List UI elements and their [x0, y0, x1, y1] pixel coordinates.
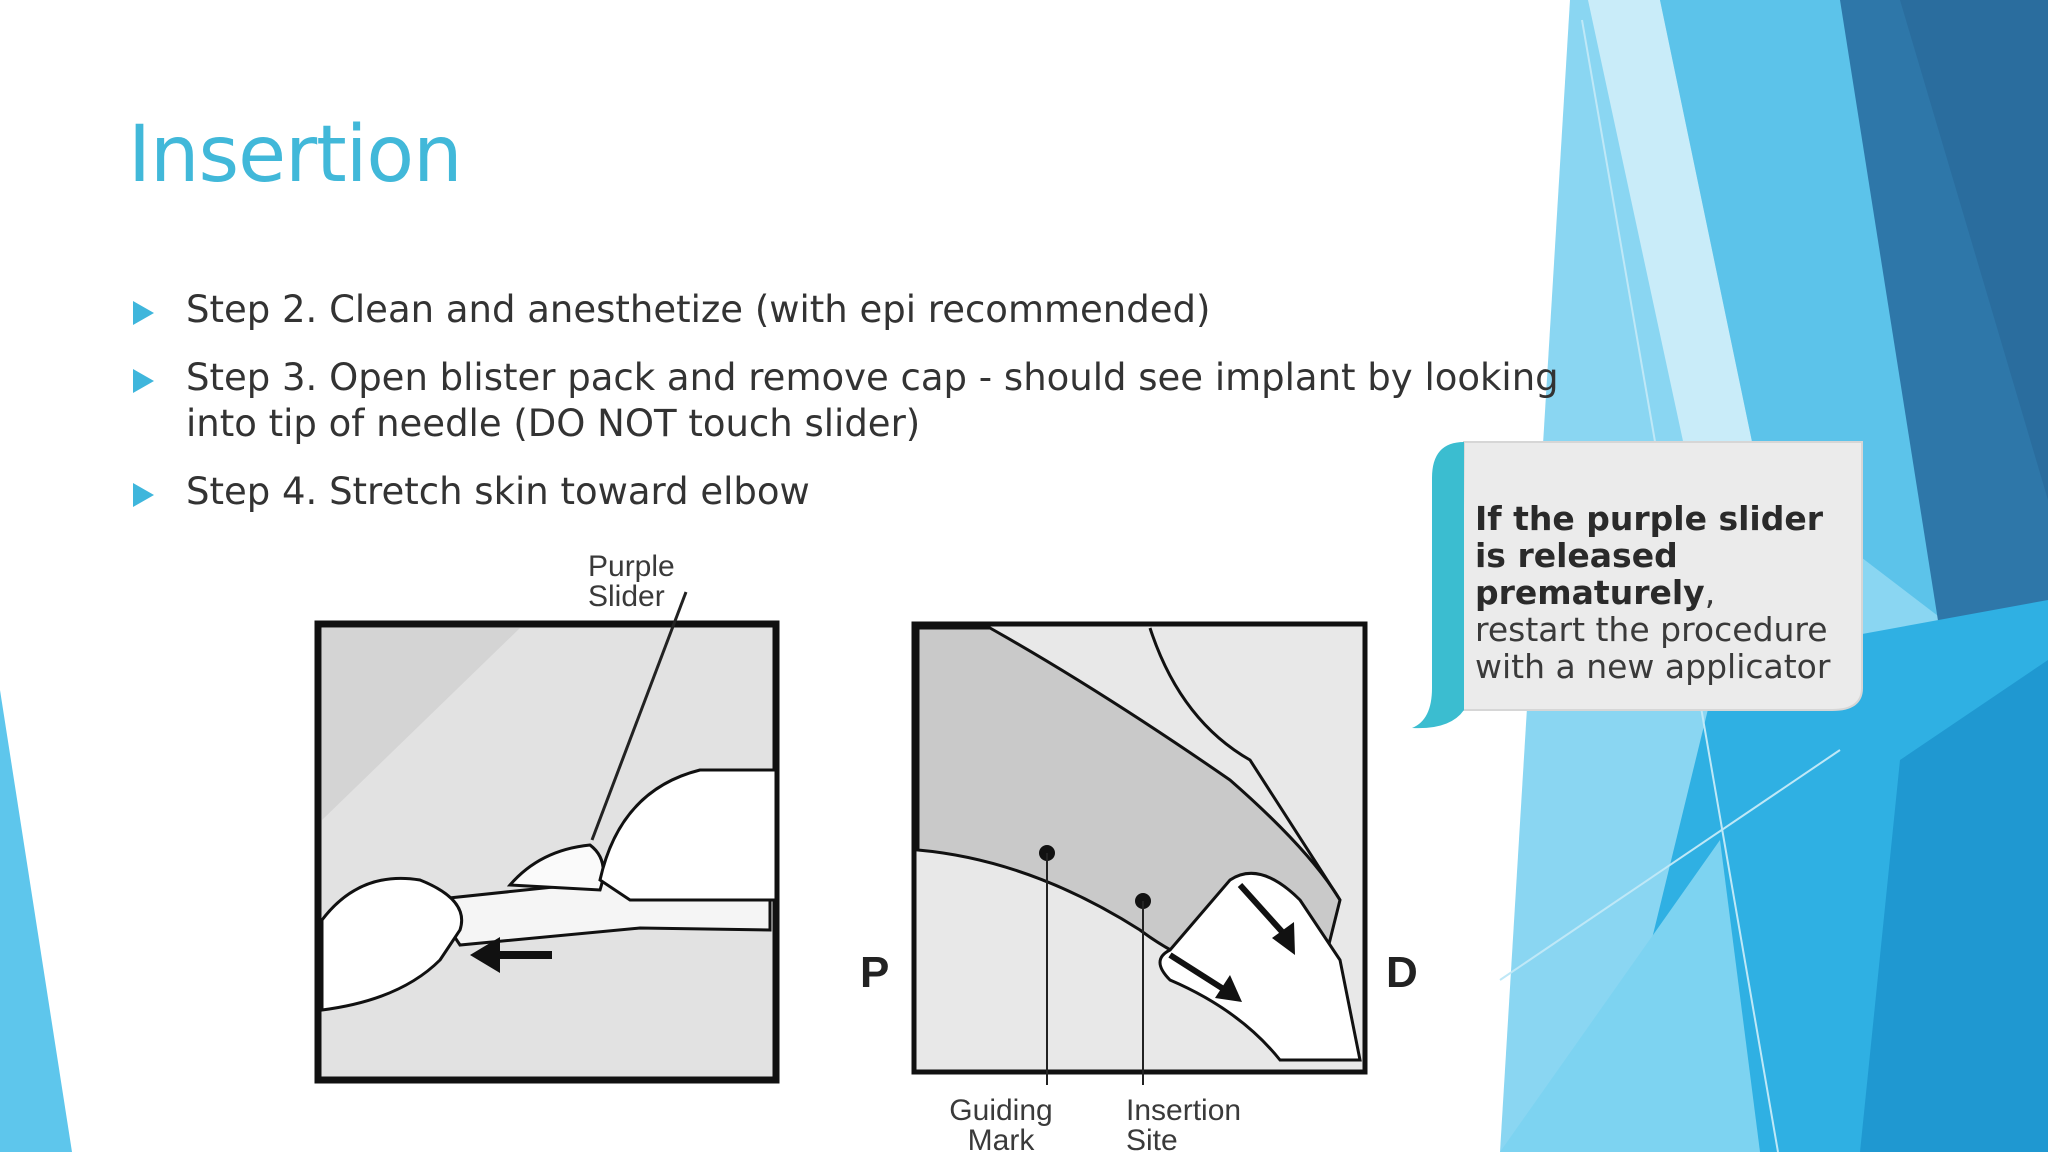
bullet-text: Step 4. Stretch skin toward elbow	[186, 470, 810, 513]
callout-rest-text: restart the procedure with a new applicator	[1475, 610, 1831, 686]
label-insertion-line1: Insertion	[1126, 1094, 1242, 1127]
letter-p: P	[860, 948, 890, 997]
label-insertion-line2: Site	[1126, 1124, 1178, 1157]
label-guiding-line1: Guiding	[949, 1094, 1053, 1127]
bullet-text: Step 3. Open blister pack and remove cap - should see implant by looking into tip of needle (DO NOT touch slider)	[186, 356, 1559, 445]
slide-title: Insertion	[128, 110, 462, 200]
label-purple-slider: Purple Slider	[588, 550, 675, 613]
callout-bold-text: If the purple slider is released prematurely	[1475, 499, 1823, 612]
label-insertion-site	[1126, 1096, 1241, 1156]
callout-comma: ,	[1704, 573, 1716, 612]
label-guiding-mark	[946, 1096, 1056, 1156]
bullet-text: Step 2. Clean and anesthetize (with epi recommended)	[186, 288, 1211, 331]
label-guiding-line2: Mark	[967, 1124, 1035, 1157]
letter-d: D	[1386, 948, 1418, 997]
